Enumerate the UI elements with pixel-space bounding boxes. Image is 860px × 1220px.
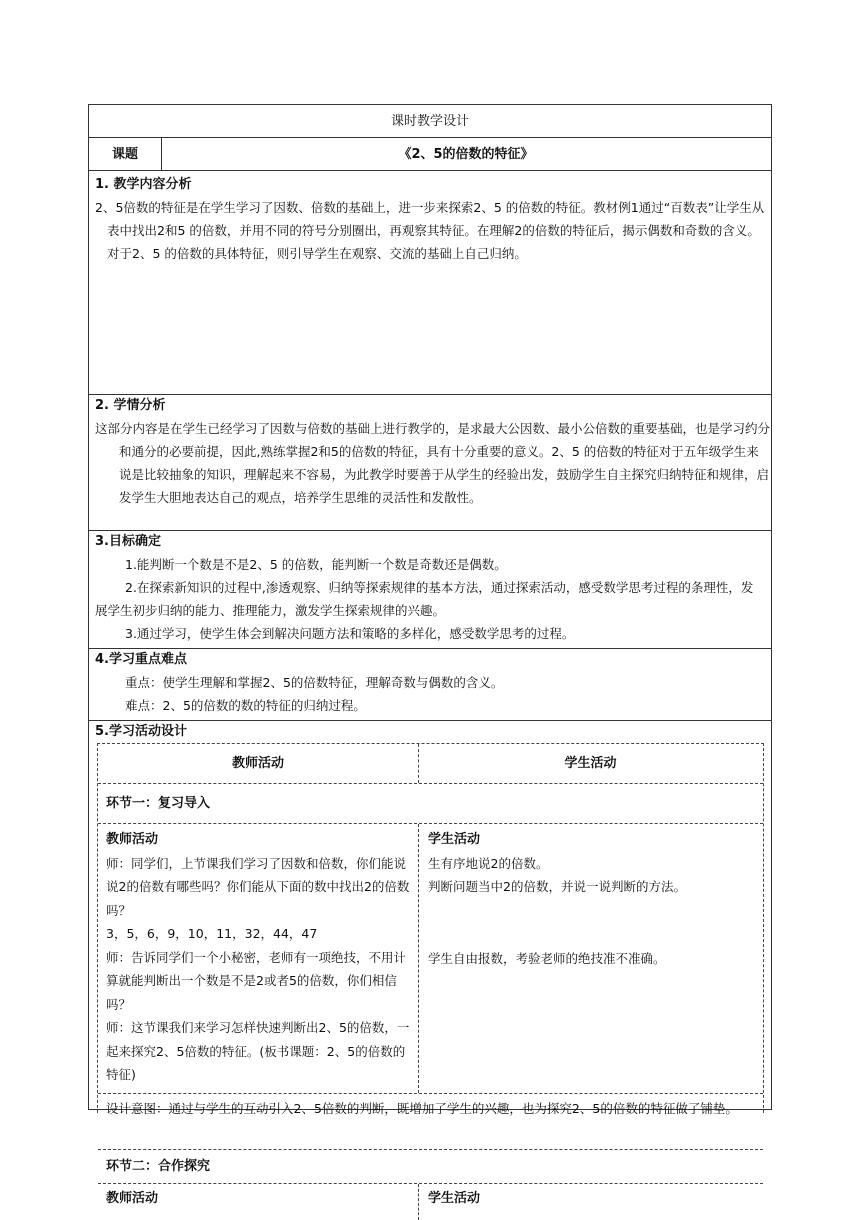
column-divider — [418, 824, 419, 1093]
teacher-line: 师：这节课我们来学习怎样快速判断出2、5的倍数，一起来探究2、5倍数的特征。(板书课题：2、5的倍数的特征) — [106, 1020, 410, 1082]
activity-table — [97, 743, 764, 1206]
teacher-line: 师：同学们，上节课我们学习了因数和倍数，你们能说说2的倍数有哪些吗？你们能从下面的数中找出2的倍数吗？ — [106, 855, 410, 918]
student-activity-cell — [428, 828, 758, 970]
student-activity-title: 学生活动 — [428, 832, 481, 847]
key-point: 重点：使学生理解和掌握2、5的倍数特征，理解奇数与偶数的含义。 — [125, 675, 504, 690]
stage-2-title: 环节二：合作探究 — [98, 1150, 763, 1184]
activity-header-row — [98, 744, 763, 784]
section-key-points — [89, 649, 771, 721]
topic-label: 课题 — [89, 138, 162, 171]
section-learner-analysis — [89, 395, 771, 531]
section-heading: 3.目标确定 — [95, 534, 161, 549]
column-divider — [418, 1184, 419, 1220]
design-intent: 设计意图：通过与学生的互动引入2、5倍数的判断，既增加了学生的兴趣，也为探究2、5的倍数的特征做了铺垫。 — [98, 1094, 763, 1150]
stage-1-title: 环节一：复习导入 — [98, 784, 763, 824]
stage-1-content — [98, 824, 763, 1094]
student-line: 学生自由报数，考验老师的绝技准不准确。 — [428, 950, 666, 966]
document-title: 课时教学设计 — [89, 105, 771, 138]
student-line: 生有序地说2的倍数。 — [428, 855, 549, 871]
teacher-line: 3，5，6，9，10，11，32，44，47 — [106, 926, 318, 941]
section-goals — [89, 531, 771, 649]
column-header-student: 学生活动 — [564, 756, 617, 771]
teacher-activity-cell — [106, 828, 412, 1087]
topic-row — [89, 138, 771, 171]
section-heading: 5.学习活动设计 — [95, 724, 187, 739]
stage-2-teacher-header: 教师活动 — [106, 1191, 159, 1206]
section-heading: 2. 学情分析 — [95, 398, 166, 413]
lesson-plan-table — [88, 104, 772, 1206]
teacher-line: 师：告诉同学们一个小秘密，老师有一项绝技，不用计算就能判断出一个数是不是2或者5的倍数，你们相信吗？ — [106, 949, 407, 1012]
section-heading: 1. 教学内容分析 — [95, 177, 192, 192]
goal-item-2: 2.在探索新知识的过程中,渗透观察、归纳等探索规律的基本方法，通过探索活动，感受数学思考过程的条理性，发展学生初步归纳的能力、推理能力，激发学生探索规律的兴趣。 — [95, 580, 754, 618]
student-line: 判断问题当中2的倍数，并说一说判断的方法。 — [428, 879, 686, 894]
section-content-analysis — [89, 171, 771, 395]
difficulty-point: 难点：2、5的倍数的数的特征的归纳过程。 — [125, 698, 366, 713]
goal-item-1: 1.能判断一个数是不是2、5 的倍数，能判断一个数是奇数还是偶数。 — [125, 557, 507, 572]
stage-2-header-row — [98, 1184, 763, 1220]
section-text: 2、5倍数的特征是在学生学习了因数、倍数的基础上，进一步来探索2、5 的倍数的特征。教材例1通过“百数表”让学生从表中找出2和5 的倍数，并用不同的符号分别圈出，再观察其特征。在理解2的倍数的特征后，揭示偶数和奇数的含义。对于2、5 的倍数的具体特征，则引导学生在观察、交流的基础上自己归纳。 — [95, 200, 765, 261]
teacher-activity-title: 教师活动 — [106, 832, 159, 847]
section-heading: 4.学习重点难点 — [95, 652, 187, 667]
goal-item-3: 3.通过学习，使学生体会到解决问题方法和策略的多样化，感受数学思考的过程。 — [125, 626, 575, 641]
stage-2-student-header: 学生活动 — [428, 1191, 481, 1206]
topic-value: 《2、5的倍数的特征》 — [398, 147, 534, 162]
column-header-teacher: 教师活动 — [231, 756, 284, 771]
section-activity-design — [89, 721, 771, 1206]
section-text: 这部分内容是在学生已经学习了因数与倍数的基础上进行教学的，是求最大公因数、最小公倍数的重要基础，也是学习约分和通分的必要前提，因此,熟练掌握2和5的倍数的特征，具有十分重要的意义。2、5 的倍数的特征对于五年级学生来说是比较抽象的知识，理解起来不容易，为此教学时要善于从学生的经验出发，鼓励学生自主探究归纳特征和规律，启发学生大胆地表达自己的观点，培养学生思维的灵活性和发散性。 — [95, 421, 771, 505]
